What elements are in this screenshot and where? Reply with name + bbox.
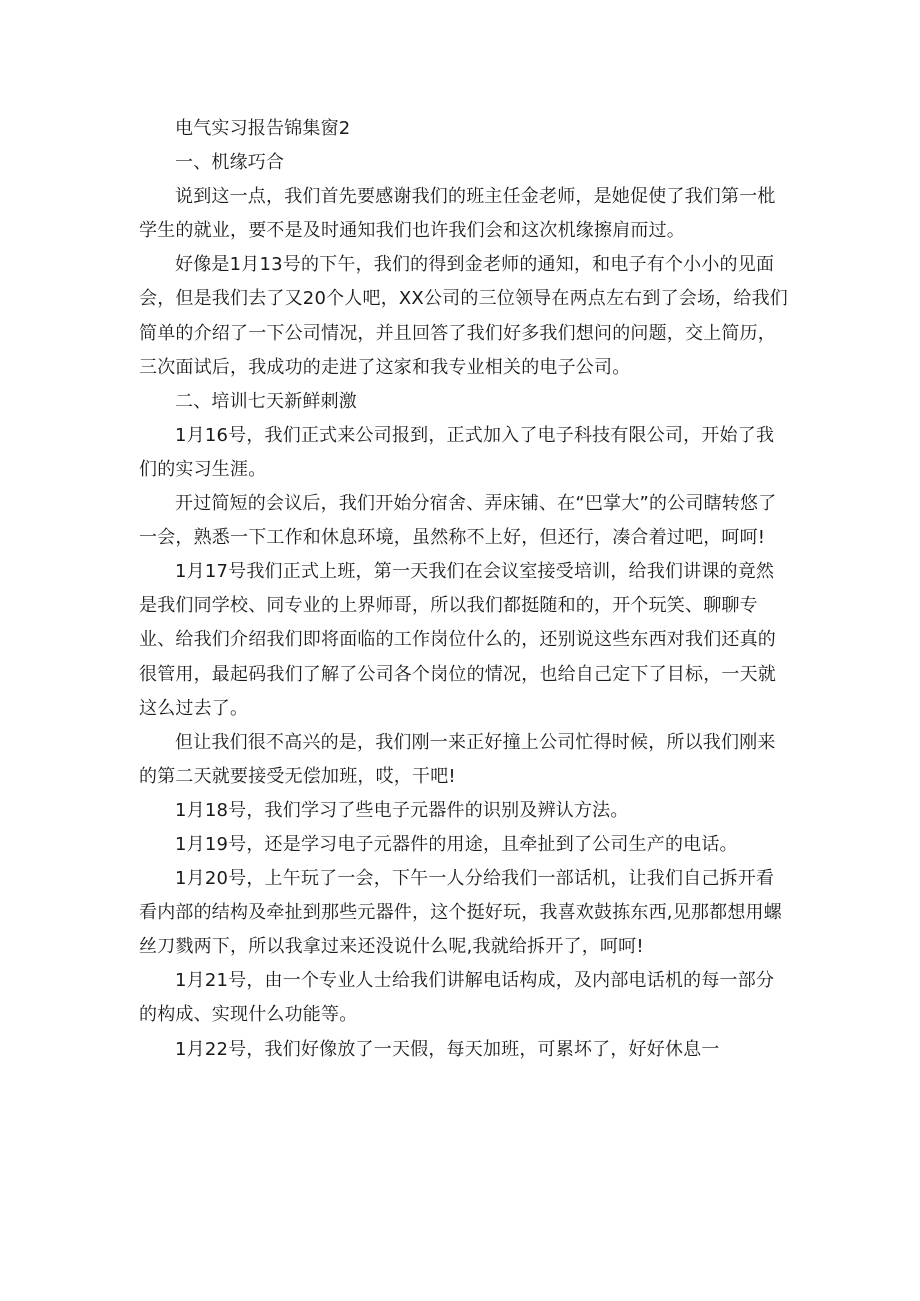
paragraph: 1月22号，我们好像放了一天假，每天加班，可累坏了，好好休息一 — [175, 1038, 720, 1060]
section-heading-1: 一、机缘巧合 — [175, 152, 285, 174]
paragraph: 1月18号，我们学习了些电子元器件的识别及辨认方法。 — [175, 799, 629, 821]
section-heading-2: 二、培训七天新鲜刺激 — [175, 390, 357, 412]
paragraph: 1月21号，由一个专业人士给我们讲解电话构成，及内部电话机的每一部分的构成、实现什么功能等。 — [139, 970, 775, 1026]
paragraph: 1月17号我们正式上班，第一天我们在会议室接受培训，给我们讲课的竟然是我们同学校、同专业的上界师哥，所以我们都挺随和的，开个玩笑、聊聊专业、给我们介绍我们即将面临的工作岗位什么的，还别说这些东西对我们还真的很管用，最起码我们了解了公司各个岗位的情况，也给自己定下了目标，一天就这么过去了。 — [139, 561, 776, 719]
paragraph: 说到这一点，我们首先要感谢我们的班主任金老师，是她促使了我们第一枇学生的就业，要不是及时通知我们也许我们会和这次机缘擦肩而过。 — [139, 186, 776, 242]
paragraph: 开过简短的会议后，我们开始分宿舍、弄床铺、在“巴掌大”的公司瞎转悠了一会，熟悉一下工作和休息环境，虽然称不上好，但还行，凑合着过吧，呵呵! — [139, 493, 777, 549]
paragraph: 好像是1月13号的下午，我们的得到金老师的通知，和电子有个小小的见面会，但是我们去了又20个人吧，XX公司的三位领导在两点左右到了会场，给我们简单的介绍了一下公司情况，并且回答了我们好多我们想问的问题，交上简历，三次面试后，我成功的走进了这家和我专业相关的电子公司。 — [139, 254, 788, 378]
document-title: 电气实习报告锦集窗2 — [175, 118, 351, 139]
paragraph: 1月20号，上午玩了一会，下午一人分给我们一部话机，让我们自己拆开看看内部的结构及牵扯到那些元器件，这个挺好玩，我喜欢鼓拣东西,见那都想用螺丝刀戮两下，所以我拿过来还没说什么呢,我就给拆开了，呵呵! — [139, 868, 782, 958]
paragraph: 1月16号，我们正式来公司报到，正式加入了电子科技有限公司，开始了我们的实习生涯。 — [139, 424, 775, 480]
paragraph: 但让我们很不高兴的是，我们刚一来正好撞上公司忙得时候，所以我们刚来的第二天就要接受无偿加班，哎，干吧! — [139, 731, 776, 787]
paragraph: 1月19号，还是学习电子元器件的用途，且牵扯到了公司生产的电话。 — [175, 833, 738, 855]
document-body — [139, 112, 789, 1067]
